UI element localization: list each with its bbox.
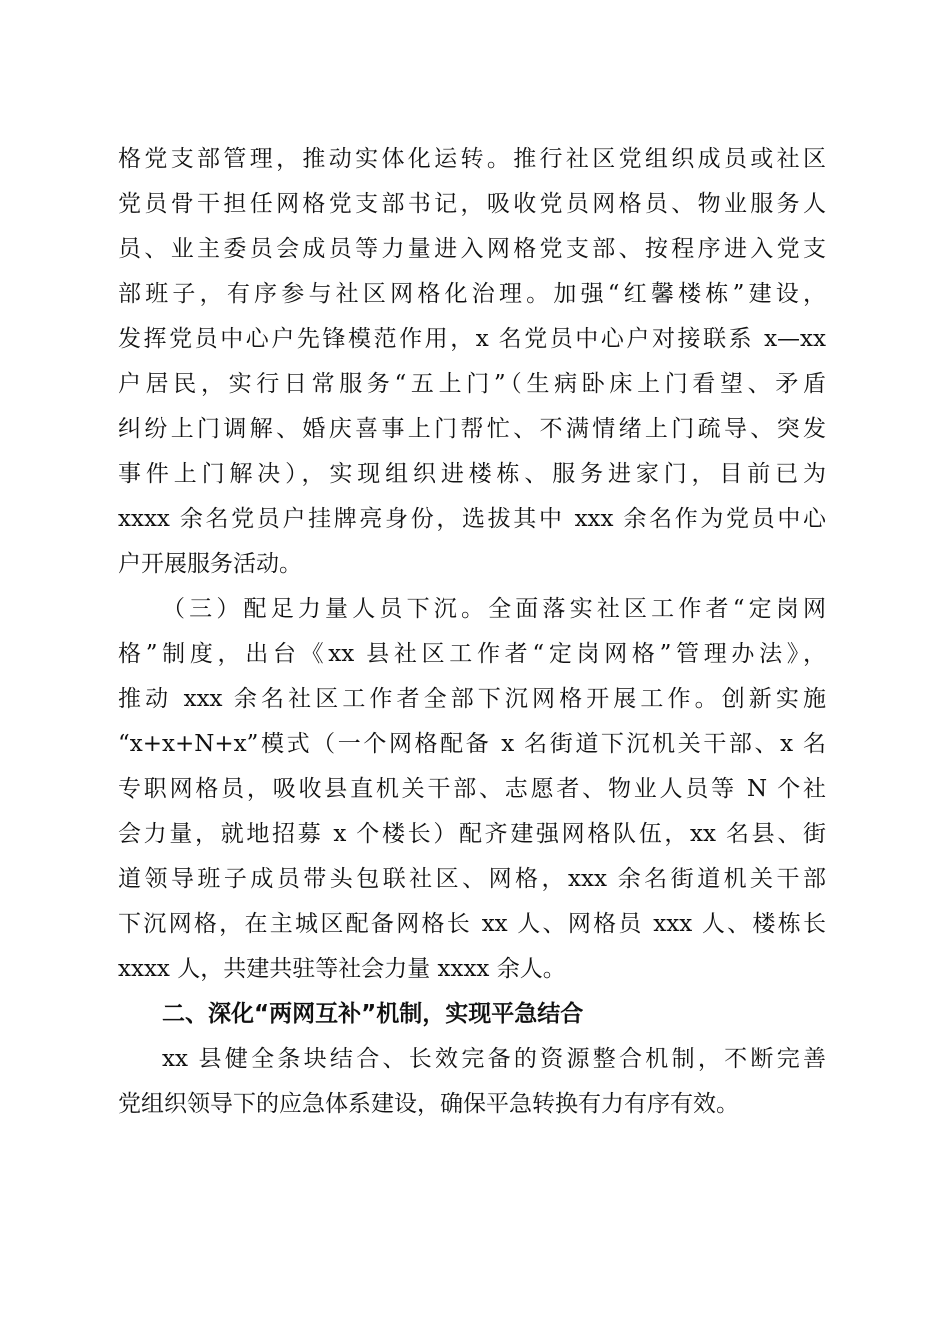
paragraph-line: 专职网格员，吸收县直机关干部、志愿者、物业人员等 N 个社 (118, 776, 826, 802)
paragraph-line: 党组织领导下的应急体系建设，确保平急转换有力有序有效。 (118, 1091, 739, 1117)
paragraph-line: 会力量，就地招募 x 个楼长）配齐建强网格队伍，xx 名县、街 (118, 821, 826, 847)
paragraph-line: 下沉网格，在主城区配备网格长 xx 人、网格员 xxx 人、楼栋长 (118, 911, 826, 937)
paragraph-line: xxxx 余名党员户挂牌亮身份，选拔其中 xxx 余名作为党员中心 (118, 506, 826, 532)
paragraph-line: 道领导班子成员带头包联社区、网格，xxx 余名街道机关干部 (118, 866, 826, 892)
paragraph-line: 事件上门解决），实现组织进楼栋、服务进家门，目前已为 (118, 461, 826, 487)
paragraph-line: 发挥党员中心户先锋模范作用，x 名党员中心户对接联系 x—xx (118, 326, 826, 352)
section-heading: 二、深化“两网互补”机制，实现平急结合 (162, 1001, 584, 1027)
paragraph-line: 纠纷上门调解、婚庆喜事上门帮忙、不满情绪上门疏导、突发 (118, 416, 826, 442)
paragraph-line: 党员骨干担任网格党支部书记，吸收党员网格员、物业服务人 (118, 191, 826, 217)
paragraph-line: 格党支部管理，推动实体化运转。推行社区党组织成员或社区 (118, 146, 826, 172)
paragraph-line: “x+x+N+x”模式（一个网格配备 x 名街道下沉机关干部、x 名 (118, 731, 826, 757)
paragraph-line: xxxx 人，共建共驻等社会力量 xxxx 余人。 (118, 956, 566, 982)
paragraph-line: （三）配足力量人员下沉。全面落实社区工作者“定岗网 (162, 596, 826, 622)
paragraph-line: xx 县健全条块结合、长效完备的资源整合机制，不断完善 (162, 1046, 826, 1072)
paragraph-line: 格”制度，出台《xx 县社区工作者“定岗网格”管理办法》， (118, 641, 826, 667)
paragraph-line: 部班子，有序参与社区网格化治理。加强“红馨楼栋”建设， (118, 281, 826, 307)
paragraph-line: 户居民，实行日常服务“五上门”（生病卧床上门看望、矛盾 (118, 371, 826, 397)
paragraph-line: 员、业主委员会成员等力量进入网格党支部、按程序进入党支 (118, 236, 826, 262)
paragraph-line: 推动 xxx 余名社区工作者全部下沉网格开展工作。创新实施 (118, 686, 826, 712)
paragraph-line: 户开展服务活动。 (118, 551, 302, 577)
